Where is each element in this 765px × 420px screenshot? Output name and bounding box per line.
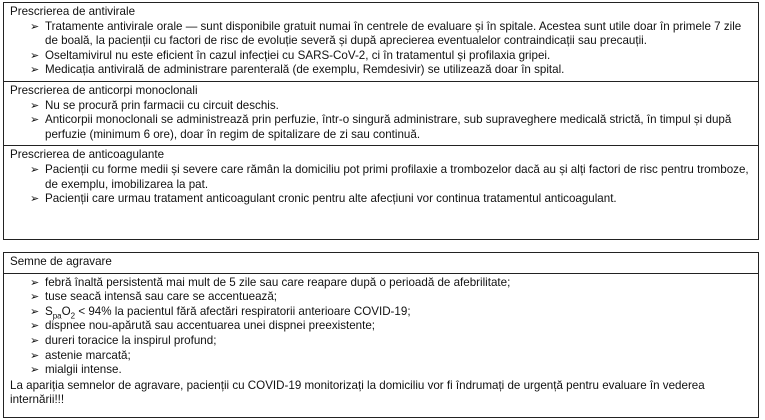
arrow-bullet-icon: ➢ xyxy=(30,114,40,127)
list-item-text: Medicația antivirală de administrare parenterală (de exemplu, Remdesivir) se utilizează doar în spital. xyxy=(45,63,565,77)
section-title-antivirale: Prescrierea de antivirale xyxy=(10,5,136,18)
list-item xyxy=(30,63,750,78)
list-item-text: dureri toracice la inspirul profund; xyxy=(45,333,217,347)
arrow-bullet-icon: ➢ xyxy=(30,163,40,176)
list-item xyxy=(30,20,750,49)
arrow-bullet-icon: ➢ xyxy=(30,364,40,377)
list-item-text: Pacienții cu forme medii și severe care rămân la domiciliu pot primi profilaxie a trombozelor dacă au și alți factori de risc pentru tromboze, de exemplu, imobilizarea la pat. xyxy=(45,162,749,191)
list-item-text: astenie marcată; xyxy=(45,348,131,362)
list-item-text: mialgii intense. xyxy=(45,363,122,377)
list-item-text: tuse seacă intensă sau care se accentuează; xyxy=(45,290,278,304)
section-title-agravare: Semne de agravare xyxy=(10,255,112,268)
agravare-footer-note: La apariția semnelor de agravare, pacienții cu COVID-19 monitorizați la domiciliu vor fi îndrumați de urgență pentru evaluare în vederea internării!!! xyxy=(10,378,705,407)
list-item-text: Oseltamivirul nu este eficient în cazul infecției cu SARS-CoV-2, ci în tratamentul și profilaxia gripei. xyxy=(45,48,551,62)
anticoagulante-section xyxy=(10,148,750,206)
section-title-anticorpi: Prescrierea de anticorpi monoclonali xyxy=(10,83,198,97)
section-divider xyxy=(4,145,758,146)
arrow-bullet-icon: ➢ xyxy=(30,320,40,333)
list-item xyxy=(30,163,750,192)
list-item xyxy=(30,49,750,64)
list-item-text: Nu se procură prin farmacii cu circuit deschis. xyxy=(45,98,279,112)
section-divider xyxy=(4,273,758,274)
list-item xyxy=(30,319,750,334)
spo2-symbol: S xyxy=(45,304,53,318)
spo2-subscript-pa: pa xyxy=(52,311,62,321)
list-item-text: Pacienții care urmau tratament anticoagulant cronic pentru alte afecțiuni vor continua tratamentul anticoagulant. xyxy=(45,192,617,206)
list-item-text: Tratamente antivirale orale — sunt disponibile gratuit numai în centrele de evaluare și în spitale. Acestea sunt utile doar în primele 7 zile de boală, la pacienții cu factori de risc de evoluție severă și după aprecierea eventualelor contraindicații sau precauții. xyxy=(45,19,742,48)
list-item xyxy=(30,334,750,349)
antivirale-section xyxy=(10,5,750,78)
agravare-list xyxy=(10,276,750,378)
prescriptions-box xyxy=(3,2,759,240)
list-item-text: Anticorpii monoclonali se administrează prin perfuzie, într-o singură administrare, sub supraveghere medicală strictă, în timpul și după perfuzie (minimum 6 ore), doar în regim de spitalizare de zi sau continuă. xyxy=(45,113,732,141)
arrow-bullet-icon: ➢ xyxy=(30,276,40,289)
anticoagulante-list xyxy=(10,163,750,207)
list-item xyxy=(30,99,750,114)
arrow-bullet-icon: ➢ xyxy=(30,291,40,304)
list-item xyxy=(30,363,750,378)
list-item xyxy=(30,113,750,142)
spo2-o: O xyxy=(61,304,71,318)
list-item-spo2 xyxy=(30,305,750,320)
arrow-bullet-icon: ➢ xyxy=(30,49,40,62)
list-item xyxy=(30,192,750,207)
section-title-anticoagulante: Prescrierea de anticoagulante xyxy=(10,148,165,162)
list-item-text: dispnee nou-apărută sau accentuarea unei dispnei preexistente; xyxy=(45,319,376,333)
section-divider xyxy=(4,81,758,82)
list-item xyxy=(30,349,750,364)
anticorpi-list xyxy=(10,99,750,143)
arrow-bullet-icon: ➢ xyxy=(30,64,40,77)
spo2-subscript-2: 2 xyxy=(70,311,76,321)
arrow-bullet-icon: ➢ xyxy=(30,99,40,112)
spo2-text: < 94% la pacientul fără afectări respiratorii anterioare COVID-19; xyxy=(75,304,411,318)
arrow-bullet-icon: ➢ xyxy=(30,20,40,33)
arrow-bullet-icon: ➢ xyxy=(30,334,40,347)
list-item-text: febră înaltă persistentă mai mult de 5 zile sau care reapare după o perioadă de afebrilitate; xyxy=(45,275,511,289)
warning-signs-box xyxy=(3,252,759,418)
list-item xyxy=(30,290,750,305)
antivirale-list xyxy=(10,20,750,78)
arrow-bullet-icon: ➢ xyxy=(30,193,40,206)
arrow-bullet-icon: ➢ xyxy=(30,349,40,362)
anticorpi-section xyxy=(10,84,750,142)
arrow-bullet-icon: ➢ xyxy=(30,305,40,318)
list-item xyxy=(30,276,750,291)
